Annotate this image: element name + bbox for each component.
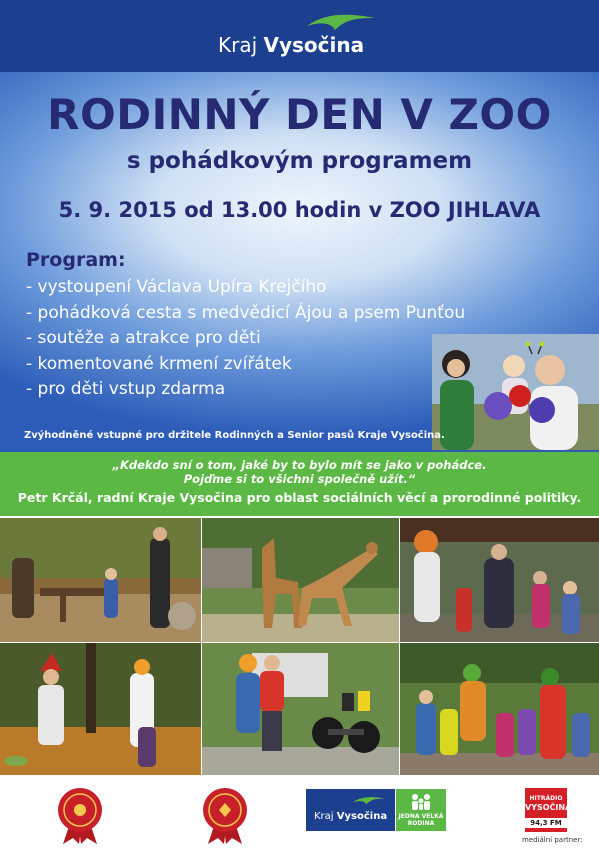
radio-frequency: 94,3 FM	[525, 818, 567, 828]
radio-name-2: VYSOČINA	[525, 803, 572, 812]
photo-children-playground	[0, 518, 201, 642]
quote-line-1: „Kdekdo sní o tom, jaké by to bylo mít se jako v pohádce.	[112, 458, 487, 472]
program-heading: Program:	[26, 249, 126, 271]
footer-logos	[0, 776, 599, 856]
hero-family-photo	[432, 334, 599, 450]
radio-logo-icon	[525, 788, 572, 832]
radio-name-1: HITRÁDIO	[529, 795, 563, 802]
footer-logo-vysocina: Vysočina	[336, 811, 388, 822]
header-logo	[218, 33, 364, 57]
program-item: - soutěže a atrakce pro děti	[26, 328, 261, 348]
photo-performance	[202, 643, 399, 775]
logo-vysocina-text: Vysočina	[263, 33, 365, 57]
program-list	[26, 275, 465, 403]
photo-giraffes	[202, 518, 399, 642]
quote-band	[0, 452, 599, 516]
quote-line-2: Pojďme si to všichni společně užít.“	[183, 472, 416, 486]
rodina-text	[396, 813, 446, 827]
discount-note: Zvýhodněné vstupné pro držitele Rodinných a Senior pasů Kraje Vysočina.	[24, 430, 445, 441]
quote-author: Petr Krčál, radní Kraje Vysočina pro oblast sociálních věcí a prorodinné politiky.	[17, 490, 582, 505]
program-item: - vystoupení Václava Upíra Krejčího	[26, 277, 327, 297]
quote-text	[0, 458, 599, 486]
kraj-vysocina-wing-icon	[352, 795, 386, 806]
footer-logo-text	[314, 811, 387, 822]
photo-costume-bear	[400, 518, 599, 642]
program-item: - pro děti vstup zdarma	[26, 379, 226, 399]
header-band	[0, 0, 599, 72]
event-subtitle: s pohádkovým programem	[126, 148, 473, 174]
rodina-line-1: JEDNA VELKÁ	[398, 813, 444, 820]
kraj-vysocina-wing-icon	[305, 12, 377, 32]
hero-section	[0, 72, 599, 452]
program-item: - komentované krmení zvířátek	[26, 353, 292, 374]
photo-autumn-forest	[0, 643, 201, 775]
program-item: - pohádková cesta s medvědicí Ájou a psem Punťou	[26, 302, 466, 323]
footer-logo-kraj: Kraj	[314, 811, 334, 822]
photo-kids-group	[400, 643, 599, 775]
senior-pas-seal-icon	[200, 786, 250, 844]
rodina-line-2: RODINA	[407, 820, 435, 827]
event-title: RODINNÝ DEN V ZOO	[47, 90, 552, 139]
jedna-velka-rodina-logo	[396, 789, 446, 831]
media-partner-label: mediální partner:	[522, 836, 583, 844]
footer-kraj-vysocina-logo	[306, 789, 395, 831]
family-icon	[410, 792, 432, 810]
event-dateline: 5. 9. 2015 od 13.00 hodin v ZOO JIHLAVA	[58, 198, 541, 222]
logo-kraj-text: Kraj	[218, 33, 258, 57]
rodinny-pas-seal-icon	[55, 786, 105, 844]
